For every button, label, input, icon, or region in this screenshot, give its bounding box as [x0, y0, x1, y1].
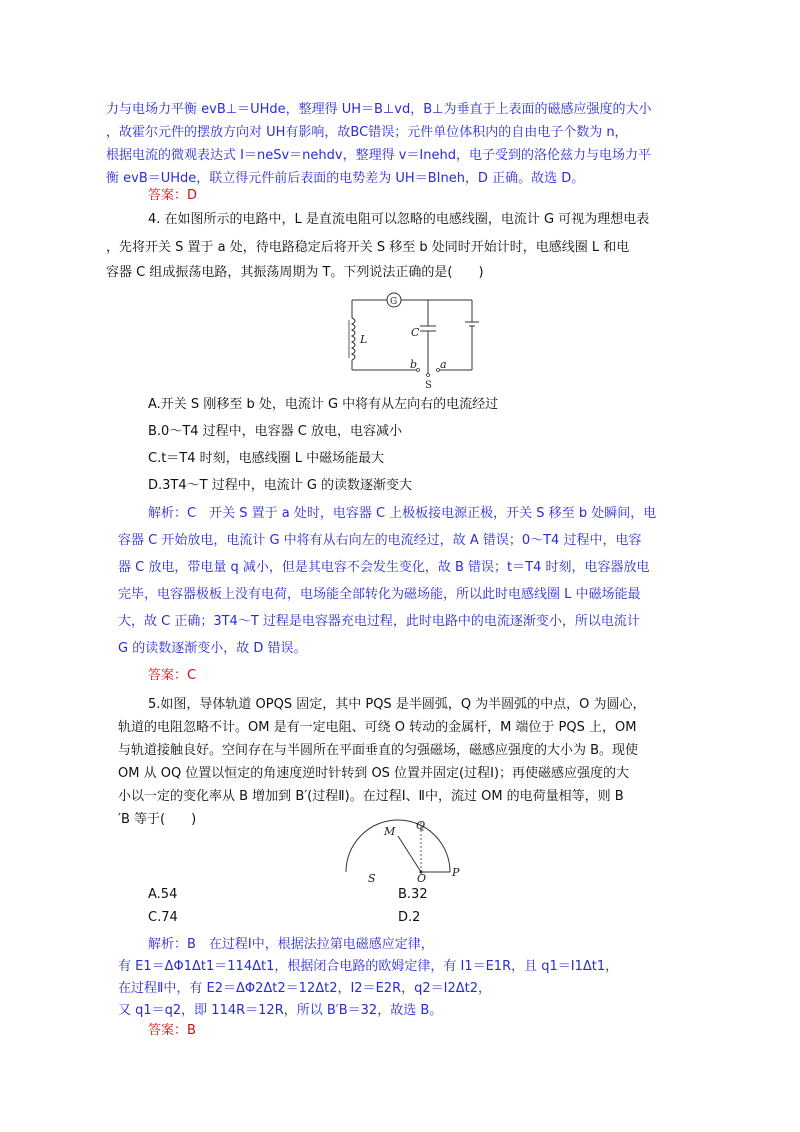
q4-stem-line-1: 4. 在如图所示的电路中，L 是直流电阻可以忽略的电感线圈，电流计 G 可视为理想电表	[148, 212, 650, 227]
q4-option-c: C.t＝T4 时刻，电感线圈 L 中磁场能最大	[148, 451, 385, 466]
q4-solution-line-3: 器 C 放电，带电量 q 减小，但是其电容不会发生变化，故 B 错误；t＝T4 时刻，电容器放电	[118, 560, 650, 575]
answer-label: 答案：	[148, 1023, 188, 1038]
q4-option-d: D.3T4～T 过程中，电流计 G 的读数逐渐变大	[148, 478, 413, 493]
q4-solution-line-6: G 的读数逐渐变小，故 D 错误。	[118, 641, 307, 656]
q5-option-d: D.2	[398, 910, 421, 925]
point-m-label: M	[384, 825, 396, 838]
q5-answer	[148, 1022, 196, 1040]
answer-value: D	[187, 188, 198, 203]
answer-label: 答案：	[148, 668, 188, 683]
point-s-label: S	[368, 872, 376, 885]
q3-solution-line-4: 衡 evB＝UHde，联立得元件前后表面的电势差为 UH＝BIneh，D 正确。故选 D。	[106, 171, 585, 186]
q5-option-b: B.32	[398, 887, 428, 902]
q5-solution-line-2: 有 E1＝ΔΦ1Δt1＝114Δt1，根据闭合电路的欧姆定律，有 I1＝E1R，且 q1＝I1Δt1，	[118, 959, 619, 974]
q5-stem-line-2: 轨道的电阻忽略不计。OM 是有一定电阻、可绕 O 转动的金属杆，M 端位于 PQS 上，OM	[118, 720, 637, 735]
q5-stem-line-5: 小以一定的变化率从 B 增加到 B′(过程Ⅱ)。在过程Ⅰ、Ⅱ中，流过 OM 的电荷量相等，则 B	[118, 789, 624, 804]
q4-solution-line-2: 容器 C 开始放电，电流计 G 中将有从右向左的电流经过，故 A 错误；0～T4 过程中，电容	[118, 533, 642, 548]
semicircle-rail-diagram	[362, 819, 462, 885]
galvanometer-label: G	[390, 297, 398, 307]
answer-value: B	[187, 1023, 196, 1038]
q5-solution-line-4: 又 q1＝q2，即 114R＝12R，所以 B′B＝32，故选 B。	[118, 1003, 443, 1018]
q3-solution-line-2: ，故霍尔元件的摆放方向对 UH有影响，故BC错误；元件单位体积内的自由电子个数为 n，	[106, 125, 628, 140]
q4-option-b: B.0～T4 过程中，电容器 C 放电，电容减小	[148, 424, 403, 439]
q4-solution-line-4: 完毕，电容器极板上没有电荷，电场能全部转化为磁场能，所以此时电感线圈 L 中磁场能最	[118, 587, 641, 602]
q5-stem-line-1: 5.如图，导体轨道 OPQS 固定，其中 PQS 是半圆弧，Q 为半圆弧的中点，O 为圆心，	[148, 697, 646, 712]
q4-stem-line-2: ，先将开关 S 置于 a 处，待电路稳定后将开关 S 移至 b 处同时开始计时，电感线圈 L 和电	[106, 240, 630, 255]
q3-answer	[148, 187, 197, 205]
q3-solution-line-1: 力与电场力平衡 evB⊥＝UHde，整理得 UH＝B⊥vd，B⊥为垂直于上表面的磁感应强度的大小	[106, 102, 652, 117]
q4-option-a: A.开关 S 刚移至 b 处，电流计 G 中将有从左向右的电流经过	[148, 397, 499, 412]
lc-circuit-diagram	[345, 290, 485, 390]
q4-solution-line-1: 解析：C 开关 S 置于 a 处时，电容器 C 上极板接电源正极，开关 S 移至 b 处瞬间，电	[148, 506, 657, 521]
q3-solution-line-3: 根据电流的微观表达式 I＝neSv＝nehdv，整理得 v＝Inehd，电子受到的洛伦兹力与电场力平	[106, 148, 651, 163]
q4-stem-line-3: 容器 C 组成振荡电路，其振荡周期为 T。下列说法正确的是( )	[106, 265, 484, 280]
point-q-label: Q	[416, 819, 426, 832]
q5-solution-line-3: 在过程Ⅱ中，有 E2＝ΔΦ2Δt2＝12Δt2，I2＝E2R，q2＝I2Δt2，	[118, 981, 491, 996]
switch-b-label: b	[410, 358, 418, 371]
point-p-label: P	[452, 866, 460, 879]
switch-label: S	[425, 380, 432, 391]
q5-stem-line-6: ′B 等于( )	[118, 812, 197, 827]
q5-solution-line-1: 解析：B 在过程Ⅰ中，根据法拉第电磁感应定律，	[148, 937, 434, 952]
q5-option-c: C.74	[148, 910, 178, 925]
q5-option-a: A.54	[148, 887, 178, 902]
switch-a-label: a	[440, 358, 447, 371]
point-o-label: O	[417, 872, 427, 885]
inductor-label: L	[360, 333, 368, 346]
answer-label: 答案：	[148, 188, 188, 203]
q4-answer	[148, 667, 196, 685]
capacitor-label: C	[411, 326, 420, 339]
answer-value: C	[187, 668, 197, 683]
q5-stem-line-4: OM 从 OQ 位置以恒定的角速度逆时针转到 OS 位置并固定(过程Ⅰ)；再使磁感应强度的大	[118, 766, 630, 781]
q5-stem-line-3: 与轨道接触良好。空间存在与半圆所在平面垂直的匀强磁场，磁感应强度的大小为 B。现使	[118, 743, 639, 758]
q4-solution-line-5: 大，故 C 正确；3T4～T 过程是电容器充电过程，此时电路中的电流逐渐变小，所以电流计	[118, 614, 640, 629]
